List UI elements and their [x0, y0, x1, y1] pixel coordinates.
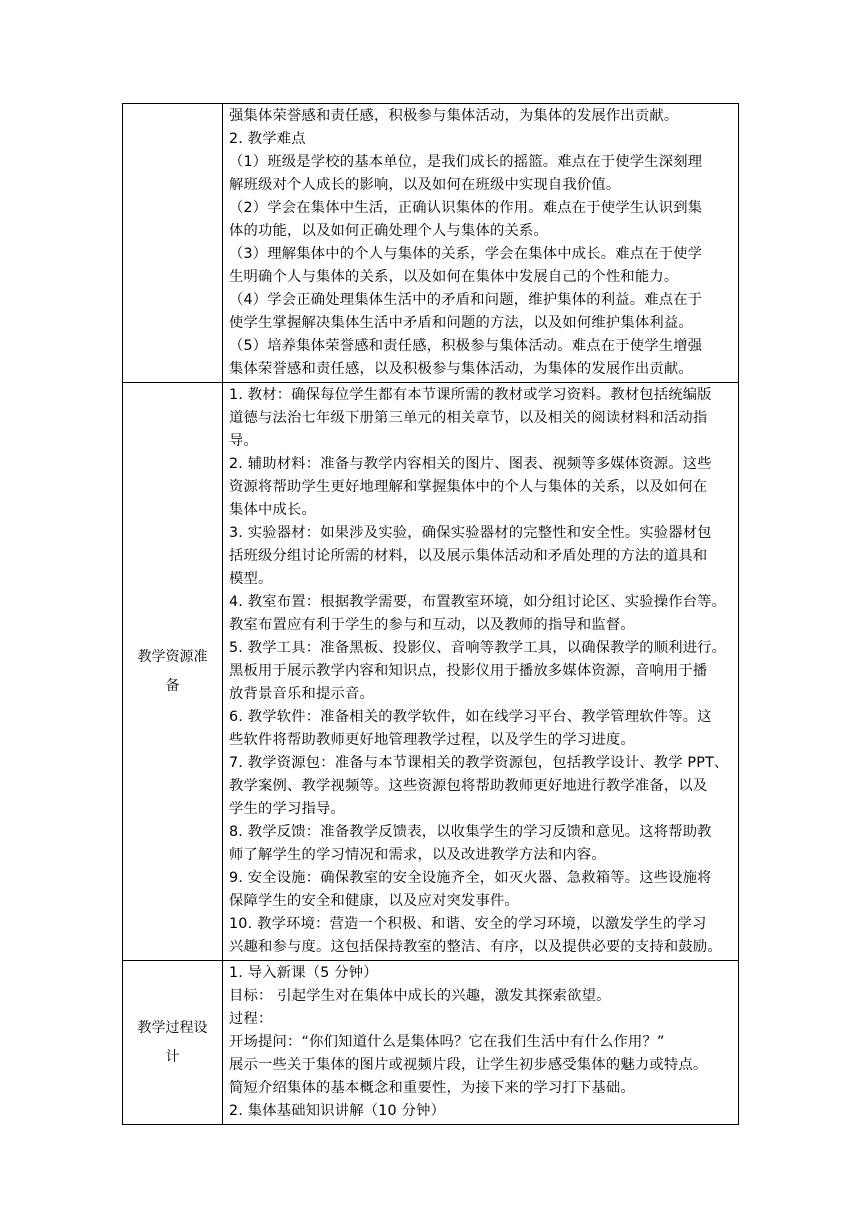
text-line: 1. 教材：确保每位学生都有本节课所需的教材或学习资料。教材包括统编版 [229, 387, 712, 403]
text-line: 使学生掌握解决集体生活中矛盾和问题的方法，以及如何维护集体利益。 [229, 315, 693, 331]
text-line: 保障学生的安全和健康，以及应对突发事件。 [229, 893, 519, 909]
text-line: 些软件将帮助教师更好地管理教学过程，以及学生的学习进度。 [229, 732, 635, 748]
table-row-process [123, 961, 739, 1125]
row-label-empty [123, 104, 223, 383]
text-line: 强集体荣誉感和责任感，积极参与集体活动，为集体的发展作出贡献。 [229, 108, 679, 124]
text-line: 教室布置应有利于学生的参与和互动，以及教师的指导和监督。 [229, 617, 635, 633]
text-line: 2. 辅助材料：准备与教学内容相关的图片、图表、视频等多媒体资源。这些 [229, 456, 712, 472]
text-line: 导。 [229, 433, 258, 449]
text-line: 展示一些关于集体的图片或视频片段，让学生初步感受集体的魅力或特点。 [229, 1057, 708, 1073]
row-label-process [123, 961, 223, 1125]
text-line: （3）理解集体中的个人与集体的关系，学会在集体中成长。难点在于使学 [229, 246, 703, 262]
text-line: 括班级分组讨论所需的材料，以及展示集体活动和矛盾处理的方法的道具和 [229, 548, 708, 564]
text-line: 开场提问：“你们知道什么是集体吗？它在我们生活中有什么作用？” [229, 1034, 665, 1050]
text-line: 模型。 [229, 571, 273, 587]
row-content-difficulties [223, 104, 739, 383]
text-line: 体的功能，以及如何正确处理个人与集体的关系。 [229, 223, 548, 239]
text-line: 2. 教学难点 [229, 131, 306, 147]
text-line: 教学案例、教学视频等。这些资源包将帮助教师更好地进行教学准备，以及 [229, 778, 708, 794]
row-label-line: 备 [165, 677, 180, 694]
text-line: 放背景音乐和提示音。 [229, 686, 374, 702]
text-line: 简短介绍集体的基本概念和重要性，为接下来的学习打下基础。 [229, 1080, 635, 1096]
row-label-line: 教学过程设 [137, 1019, 208, 1036]
text-line: （2）学会在集体中生活，正确认识集体的作用。难点在于使学生认识到集 [229, 200, 703, 216]
row-content-resources [223, 383, 739, 961]
text-line: 兴趣和参与度。这包括保持教室的整洁、有序，以及提供必要的支持和鼓励。 [229, 939, 722, 955]
text-line: 2. 集体基础知识讲解（10 分钟） [229, 1103, 446, 1119]
text-line: 学生的学习指导。 [229, 801, 345, 817]
text-line: 10. 教学环境：营造一个积极、和谐、安全的学习环境，以激发学生的学习 [229, 916, 707, 932]
row-content-process [223, 961, 739, 1125]
text-line: 道德与法治七年级下册第三单元的相关章节，以及相关的阅读材料和活动指 [229, 410, 708, 426]
row-label-line: 计 [165, 1048, 180, 1065]
text-line: 3. 实验器材：如果涉及实验，确保实验器材的完整性和安全性。实验器材包 [229, 525, 712, 541]
text-line: 集体荣誉感和责任感，以及积极参与集体活动，为集体的发展作出贡献。 [229, 361, 693, 377]
lesson-plan-table [122, 103, 739, 1125]
text-line: （5）培养集体荣誉感和责任感，积极参与集体活动。难点在于使学生增强 [229, 338, 703, 354]
text-line: 黑板用于展示教学内容和知识点，投影仪用于播放多媒体资源，音响用于播 [229, 663, 708, 679]
text-line: 资源将帮助学生更好地理解和掌握集体中的个人与集体的关系，以及如何在 [229, 479, 708, 495]
row-label-line: 教学资源准 [137, 648, 208, 665]
text-line: （1）班级是学校的基本单位，是我们成长的摇篮。难点在于使学生深刻理 [229, 154, 703, 170]
row-label-resources [123, 383, 223, 961]
text-line: 8. 教学反馈：准备教学反馈表，以收集学生的学习反馈和意见。这将帮助教 [229, 824, 712, 840]
text-line: 目标： 引起学生对在集体中成长的兴趣，激发其探索欲望。 [229, 988, 611, 1004]
text-line: 生明确个人与集体的关系，以及如何在集体中发展自己的个性和能力。 [229, 269, 679, 285]
text-line: 9. 安全设施：确保教室的安全设施齐全，如灭火器、急救箱等。这些设施将 [229, 870, 712, 886]
text-line: 过程： [229, 1011, 273, 1027]
text-line: 师了解学生的学习情况和需求，以及改进教学方法和内容。 [229, 847, 606, 863]
text-line: 4. 教室布置：根据教学需要，布置教室环境，如分组讨论区、实验操作台等。 [229, 594, 727, 610]
text-line: 解班级对个人成长的影响，以及如何在班级中实现自我价值。 [229, 177, 621, 193]
text-line: 5. 教学工具：准备黑板、投影仪、音响等教学工具，以确保教学的顺利进行。 [229, 640, 727, 656]
text-line: 集体中成长。 [229, 502, 316, 518]
text-line: 6. 教学软件：准备相关的教学软件，如在线学习平台、教学管理软件等。这 [229, 709, 712, 725]
text-line: 1. 导入新课（5 分钟） [229, 965, 378, 981]
table-row-difficulties [123, 104, 739, 383]
table-row-resources [123, 383, 739, 961]
text-line: （4）学会正确处理集体生活中的矛盾和问题，维护集体的利益。难点在于 [229, 292, 703, 308]
text-line: 7. 教学资源包：准备与本节课相关的教学资源包，包括教学设计、教学 PPT、 [229, 755, 729, 771]
